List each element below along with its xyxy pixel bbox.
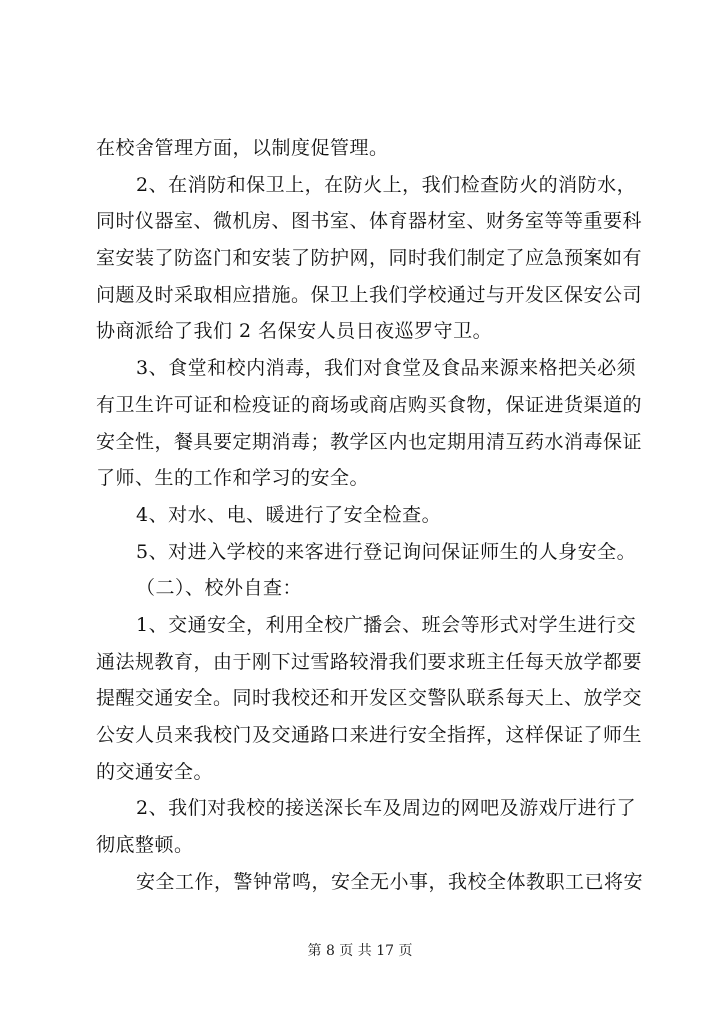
body-line-14: 1、交通安全，利用全校广播会、班会等形式对学生进行交 <box>136 613 637 636</box>
body-line-18: 的交通安全。 <box>96 760 214 783</box>
document-body <box>96 130 644 900</box>
body-line-2: 2、在消防和保卫上，在防火上，我们检查防火的消防水， <box>136 173 637 196</box>
body-line-19: 2、我们对我校的接送深长车及周边的网吧及游戏厅进行了 <box>136 797 637 820</box>
body-line-4: 室安装了防盗门和安装了防护网，同时我们制定了应急预案如有 <box>96 247 643 270</box>
body-line-20: 彻底整顿。 <box>96 834 194 857</box>
body-line-10: 了师、生的工作和学习的安全。 <box>96 467 370 490</box>
body-line-17: 公安人员来我校门及交通路口来进行安全指挥，这样保证了师生 <box>96 724 643 746</box>
body-line-7: 3、食堂和校内消毒，我们对食堂及食品来源来格把关必须 <box>136 357 637 380</box>
body-line-15: 通法规教育，由于刚下过雪路较滑我们要求班主任每天放学都要 <box>96 650 643 673</box>
body-line-11: 4、对水、电、暖进行了安全检查。 <box>136 503 442 526</box>
body-line-3: 同时仪器室、微机房、图书室、体育器材室、财务室等等重要科 <box>96 210 643 233</box>
page-number-footer: 第 8 页 共 17 页 <box>307 943 413 959</box>
body-line-16: 提醒交通安全。同时我校还和开发区交警队联系每天上、放学交 <box>96 687 643 710</box>
body-line-12: 5、对进入学校的来客进行登记询问保证师生的人身安全。 <box>136 540 637 563</box>
body-line-21: 安全工作，警钟常鸣，安全无小事，我校全体教职工已将安 <box>136 870 644 893</box>
body-line-9: 安全性，餐具要定期消毒；教学区内也定期用清互药水消毒保证 <box>96 430 643 453</box>
body-line-5: 问题及时采取相应措施。保卫上我们学校通过与开发区保安公司 <box>96 283 643 306</box>
body-line-1: 在校舍管理方面，以制度促管理。 <box>96 137 389 159</box>
body-line-8: 有卫生许可证和检疫证的商场或商店购买食物，保证进货渠道的 <box>96 393 643 416</box>
body-line-6: 协商派给了我们 2 名保安人员日夜巡罗守卫。 <box>96 320 493 343</box>
section-heading-external: （二）、校外自查： <box>136 577 303 600</box>
